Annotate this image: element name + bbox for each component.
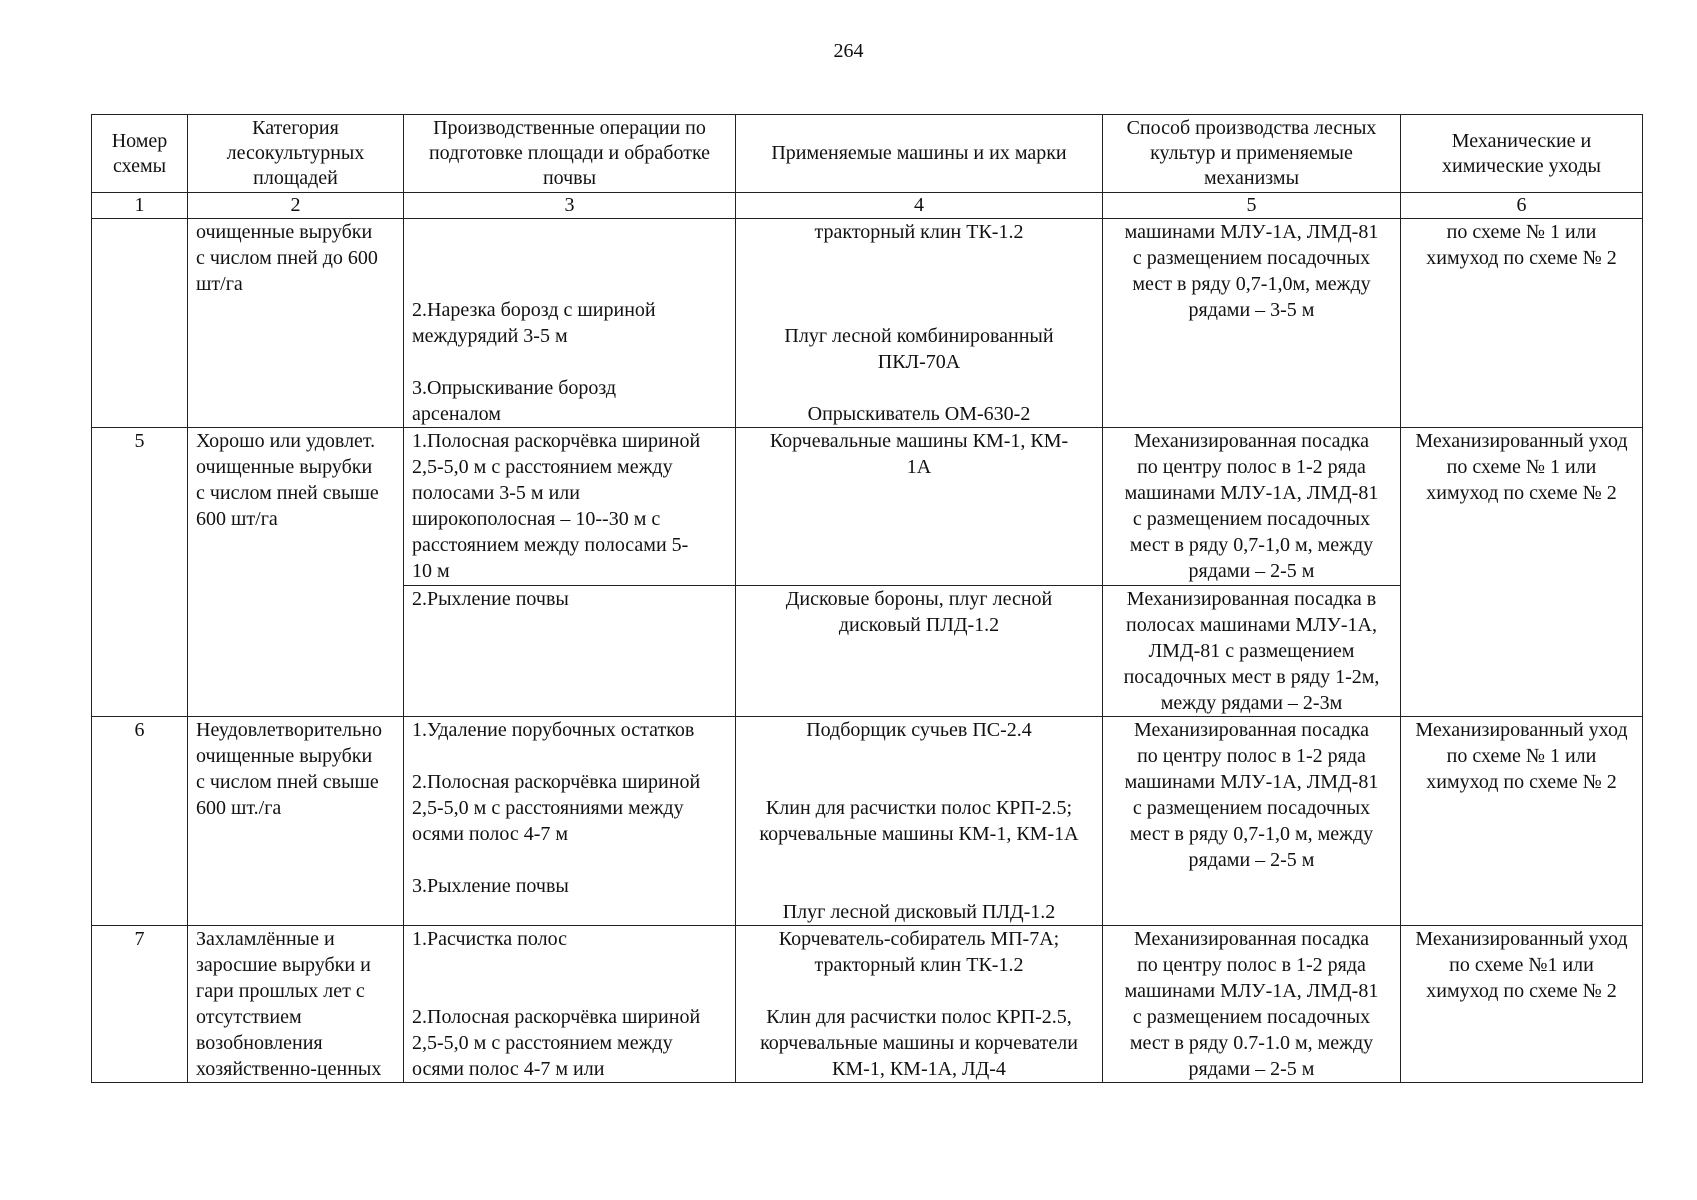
- method-line: машинами МЛУ-1А, ЛМД-81: [1124, 482, 1379, 504]
- page-number: 264: [833, 40, 864, 62]
- method-line: мест в ряду 0,7-1,0 м, между: [1129, 823, 1374, 845]
- machine-line: Клин для расчистки полос КРП-2.5;: [765, 797, 1073, 819]
- table-row: [92, 717, 1643, 926]
- machine-line: Плуг лесной комбинированный: [784, 325, 1054, 347]
- machine-line: Подборщик сучьев ПС-2.4: [806, 719, 1032, 741]
- table-row: [92, 219, 1643, 428]
- header-category: Категория лесокультурных площадей: [188, 115, 404, 193]
- machine-line: Корчевальные машины КМ-1, КМ-: [769, 430, 1069, 452]
- scheme-number: [92, 219, 188, 428]
- category-line: 600 шт./га: [196, 797, 282, 819]
- care-line: химуход по схеме № 2: [1426, 247, 1617, 269]
- care-cell: [1401, 926, 1643, 1083]
- method-line: мест в ряду 0.7-1.0 м, между: [1129, 1032, 1374, 1054]
- operation-line: 2.Рыхление почвы: [412, 588, 569, 610]
- care-line: по схеме № 1 или: [1446, 745, 1597, 767]
- method-line: по центру полос в 1-2 ряда: [1137, 954, 1366, 976]
- header-row: [92, 115, 1643, 193]
- operations-cell: [404, 586, 736, 717]
- machine-line: Дисковые бороны, плуг лесной: [785, 588, 1053, 610]
- operation-line: широкополосная – 10--30 м с: [412, 508, 661, 530]
- machine-line: тракторный клин ТК-1.2: [814, 954, 1024, 976]
- method-cell: [1103, 926, 1401, 1083]
- care-line: химуход по схеме № 2: [1426, 980, 1617, 1002]
- machine-line: КМ-1, КМ-1А, ЛД-4: [832, 1058, 1006, 1080]
- operations-cell: [404, 717, 736, 926]
- operation-line: 1.Удаление порубочных остатков: [412, 719, 695, 741]
- method-line: рядами – 2-5 м: [1188, 849, 1315, 871]
- header-method: Способ производства лесных культур и применяемые механизмы: [1103, 115, 1401, 193]
- machine-line: дисковый ПЛД-1.2: [838, 614, 1000, 636]
- method-line: машинами МЛУ-1А, ЛМД-81: [1124, 980, 1379, 1002]
- column-number: 5: [1103, 193, 1401, 219]
- operation-line: 2.Полосная раскорчёвка шириной: [412, 771, 701, 793]
- scheme-number: 6: [92, 717, 188, 926]
- operations-cell: [404, 926, 736, 1083]
- care-line: химуход по схеме № 2: [1426, 771, 1617, 793]
- method-line: посадочных мест в ряду 1-2м,: [1123, 666, 1380, 688]
- machine-line: Клин для расчистки полос КРП-2.5,: [766, 1006, 1072, 1028]
- operation-line: 3.Опрыскивание борозд: [412, 377, 617, 399]
- method-line: с размещением посадочных: [1132, 247, 1371, 269]
- column-number: 4: [736, 193, 1103, 219]
- operation-line: 10 м: [412, 560, 450, 582]
- category-line: отсутствием: [196, 1006, 302, 1028]
- operation-line: 2.Нарезка борозд с шириной: [412, 299, 656, 321]
- category-cell: [188, 717, 404, 926]
- machine-line: ПКЛ-70А: [877, 351, 961, 373]
- method-line: рядами – 3-5 м: [1188, 299, 1315, 321]
- category-line: Неудовлетворительно: [196, 719, 382, 741]
- operations-cell: [404, 219, 736, 428]
- header-machines: Применяемые машины и их марки: [736, 115, 1103, 193]
- category-line: с числом пней свыше: [196, 482, 379, 504]
- operation-line: 2,5-5,0 м с расстоянием между: [412, 456, 673, 478]
- category-line: Хорошо или удовлет.: [196, 430, 376, 452]
- method-line: машинами МЛУ-1А, ЛМД-81: [1124, 221, 1379, 243]
- machines-cell: [736, 926, 1103, 1083]
- method-line: рядами – 2-5 м: [1188, 560, 1315, 582]
- operation-line: 2.Полосная раскорчёвка шириной: [412, 1006, 701, 1028]
- care-line: Механизированный уход: [1415, 928, 1628, 950]
- operation-line: осями полос 4-7 м или: [412, 1058, 605, 1080]
- care-cell: [1401, 219, 1643, 428]
- method-line: Механизированная посадка: [1134, 430, 1369, 452]
- category-line: очищенные вырубки: [196, 221, 373, 243]
- method-line: машинами МЛУ-1А, ЛМД-81: [1124, 771, 1379, 793]
- category-line: заросшие вырубки и: [196, 954, 371, 976]
- operation-line: расстоянием между полосами 5-: [412, 534, 689, 556]
- header-operations: Производственные операции по подготовке площади и обработке почвы: [404, 115, 736, 193]
- method-cell: [1103, 586, 1401, 717]
- method-line: полосах машинами МЛУ-1А,: [1126, 614, 1377, 636]
- method-line: с размещением посадочных: [1132, 1006, 1371, 1028]
- category-line: возобновления: [196, 1032, 323, 1054]
- forest-culture-table: [91, 114, 1643, 1083]
- method-cell: [1103, 428, 1401, 586]
- machines-cell: [736, 428, 1103, 586]
- method-line: ЛМД-81 с размещением: [1148, 640, 1355, 662]
- care-line: по схеме № 1 или: [1446, 456, 1597, 478]
- care-line: по схеме №1 или: [1449, 954, 1594, 976]
- method-line: Механизированная посадка: [1134, 928, 1369, 950]
- machine-line: Опрыскиватель ОМ-630-2: [807, 403, 1031, 425]
- operation-line: полосами 3-5 м или: [412, 482, 580, 504]
- method-line: рядами – 2-5 м: [1188, 1058, 1315, 1080]
- method-line: с размещением посадочных: [1132, 508, 1371, 530]
- machine-line: 1А: [906, 456, 932, 478]
- category-cell: [188, 428, 404, 717]
- category-cell: [188, 219, 404, 428]
- category-line: шт/га: [196, 273, 243, 295]
- operations-cell: [404, 428, 736, 586]
- machine-line: корчевальные машины и корчеватели: [760, 1032, 1078, 1054]
- method-line: по центру полос в 1-2 ряда: [1137, 456, 1366, 478]
- column-number: 1: [92, 193, 188, 219]
- machine-line: тракторный клин ТК-1.2: [814, 221, 1024, 243]
- category-line: очищенные вырубки: [196, 745, 373, 767]
- column-number: 3: [404, 193, 736, 219]
- method-line: по центру полос в 1-2 ряда: [1137, 745, 1366, 767]
- category-line: хозяйственно-ценных: [196, 1058, 382, 1080]
- operation-line: междурядий 3-5 м: [412, 325, 568, 347]
- category-line: гари прошлых лет с: [196, 980, 365, 1002]
- method-line: Механизированная посадка в: [1126, 588, 1377, 610]
- method-line: мест в ряду 0,7-1,0м, между: [1132, 273, 1371, 295]
- operation-line: 1.Полосная раскорчёвка шириной: [412, 430, 701, 452]
- method-line: мест в ряду 0,7-1,0 м, между: [1129, 534, 1374, 556]
- category-line: Захламлённые и: [196, 928, 335, 950]
- method-cell: [1103, 717, 1401, 926]
- method-cell: [1103, 219, 1401, 428]
- table-row: [92, 428, 1643, 586]
- care-line: Механизированный уход: [1415, 719, 1628, 741]
- operation-line: 2,5-5,0 м с расстоянием между: [412, 1032, 673, 1054]
- category-line: с числом пней до 600: [196, 247, 378, 269]
- column-number: 6: [1401, 193, 1643, 219]
- table-row: [92, 926, 1643, 1083]
- machines-cell: [736, 219, 1103, 428]
- machine-line: Плуг лесной дисковый ПЛД-1.2: [782, 901, 1056, 923]
- machine-line: корчевальные машины КМ-1, КМ-1А: [759, 823, 1079, 845]
- method-line: между рядами – 2-3м: [1160, 692, 1343, 714]
- care-cell: [1401, 717, 1643, 926]
- care-line: по схеме № 1 или: [1446, 221, 1597, 243]
- category-line: с числом пней свыше: [196, 771, 379, 793]
- care-cell: [1401, 428, 1643, 717]
- category-line: 600 шт/га: [196, 508, 278, 530]
- operation-line: 2,5-5,0 м с расстояниями между: [412, 797, 684, 819]
- machine-line: Корчеватель-собиратель МП-7А;: [778, 928, 1060, 950]
- header-scheme-number: Номер схемы: [92, 115, 188, 193]
- scheme-number: 5: [92, 428, 188, 717]
- care-line: химуход по схеме № 2: [1426, 482, 1617, 504]
- column-number-row: [92, 193, 1643, 219]
- scheme-number: 7: [92, 926, 188, 1083]
- machines-cell: [736, 717, 1103, 926]
- operation-line: арсеналом: [412, 403, 501, 425]
- operation-line: 1.Расчистка полос: [412, 928, 567, 950]
- machines-cell: [736, 586, 1103, 717]
- care-line: Механизированный уход: [1415, 430, 1628, 452]
- category-cell: [188, 926, 404, 1083]
- operation-line: 3.Рыхление почвы: [412, 875, 569, 897]
- header-care: Механические и химические уходы: [1401, 115, 1643, 193]
- column-number: 2: [188, 193, 404, 219]
- category-line: очищенные вырубки: [196, 456, 373, 478]
- method-line: Механизированная посадка: [1134, 719, 1369, 741]
- method-line: с размещением посадочных: [1132, 797, 1371, 819]
- operation-line: осями полос 4-7 м: [412, 823, 569, 845]
